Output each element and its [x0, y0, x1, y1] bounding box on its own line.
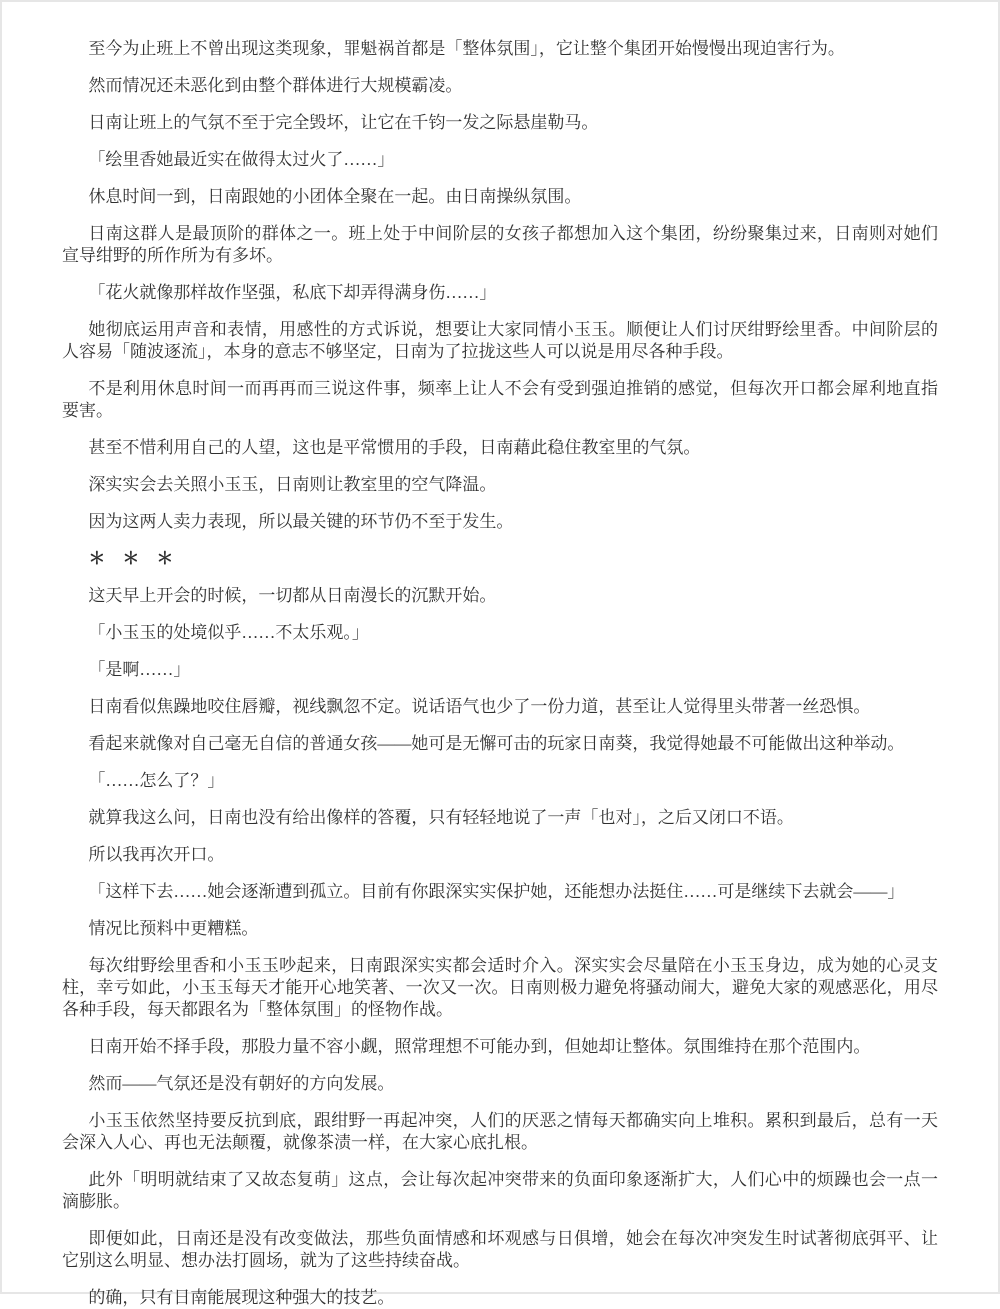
narration-paragraph: 然而——气氛还是没有朝好的方向发展。 — [88, 1074, 395, 1093]
narration-paragraph: 每次绀野绘里香和小玉玉吵起来，日南跟深实实都会适时介入。深实实会尽量陪在小玉玉身边，成为她的心灵支柱，幸亏如此，小玉玉每天才能开心地笑著、一次又一次。日南则极力避免将骚动闹大，避免大家的观感恶化，用尽各种手段，每天都跟名为「整体氛围」的怪物作战。 — [62, 956, 938, 1019]
narration-paragraph: 因为这两人卖力表现，所以最关键的环节仍不至于发生。 — [88, 512, 514, 531]
narration-paragraph: 即便如此，日南还是没有改变做法，那些负面情感和坏观感与日俱增，她会在每次冲突发生时试著彻底弭平、让它别这么明显、想办法打圆场，就为了这些持续奋战。 — [62, 1229, 938, 1270]
narration-paragraph: 然而情况还未恶化到由整个群体进行大规模霸凌。 — [88, 76, 463, 95]
dialogue-paragraph: 「是啊……」 — [88, 660, 191, 679]
narration-paragraph: 情况比预料中更糟糕。 — [88, 919, 259, 938]
narration-paragraph: 看起来就像对自己毫无自信的普通女孩——她可是无懈可击的玩家日南葵，我觉得她最不可能做出这种举动。 — [88, 734, 905, 753]
narration-paragraph: 不是利用休息时间一而再再而三说这件事，频率上让人不会有受到强迫推销的感觉，但每次开口都会犀利地直指要害。 — [62, 379, 938, 420]
text-block — [62, 38, 938, 1309]
narration-paragraph: 这天早上开会的时候，一切都从日南漫长的沉默开始。 — [88, 586, 497, 605]
dialogue-paragraph: 「绘里香她最近实在做得太过火了……」 — [88, 150, 395, 169]
section-separator: ＊ ＊ ＊ — [88, 549, 174, 568]
narration-paragraph: 小玉玉依然坚持要反抗到底，跟绀野一再起冲突，人们的厌恶之情每天都确实向上堆积。累积到最后，总有一天会深入人心、再也无法颠覆，就像茶渍一样，在大家心底扎根。 — [62, 1111, 938, 1152]
dialogue-paragraph: 「这样下去……她会逐渐遭到孤立。目前有你跟深实实保护她，还能想办法挺住……可是继续下去就会——」 — [88, 882, 905, 901]
dialogue-paragraph: 「花火就像那样故作坚强，私底下却弄得满身伤……」 — [88, 283, 497, 302]
dialogue-paragraph: 「……怎么了？」 — [88, 771, 225, 790]
narration-paragraph: 日南这群人是最顶阶的群体之一。班上处于中间阶层的女孩子都想加入这个集团，纷纷聚集过来，日南则对她们宣导绀野的所作所为有多坏。 — [62, 224, 938, 265]
narration-paragraph: 日南让班上的气氛不至于完全毁坏，让它在千钧一发之际悬崖勒马。 — [88, 113, 599, 132]
narration-paragraph: 甚至不惜利用自己的人望，这也是平常惯用的手段，日南藉此稳住教室里的气氛。 — [88, 438, 701, 457]
narration-paragraph: 的确，只有日南能展现这种强大的技艺。 — [88, 1288, 395, 1307]
narration-paragraph: 至今为止班上不曾出现这类现象，罪魁祸首都是「整体氛围」，它让整个集团开始慢慢出现迫害行为。 — [88, 39, 845, 58]
dialogue-paragraph: 「小玉玉的处境似乎……不太乐观。」 — [88, 623, 369, 642]
narration-paragraph: 所以我再次开口。 — [88, 845, 225, 864]
narration-paragraph: 就算我这么问，日南也没有给出像样的答覆，只有轻轻地说了一声「也对」，之后又闭口不语。 — [88, 808, 794, 827]
narration-paragraph: 日南开始不择手段，那股力量不容小觑，照常理想不可能办到，但她却让整体。氛围维持在那个范围内。 — [88, 1037, 871, 1056]
narration-paragraph: 此外「明明就结束了又故态复萌」这点，会让每次起冲突带来的负面印象逐渐扩大，人们心中的烦躁也会一点一滴膨胀。 — [62, 1170, 938, 1211]
narration-paragraph: 深实实会去关照小玉玉，日南则让教室里的空气降温。 — [88, 475, 497, 494]
narration-paragraph: 休息时间一到，日南跟她的小团体全聚在一起。由日南操纵氛围。 — [88, 187, 582, 206]
narration-paragraph: 她彻底运用声音和表情，用感性的方式诉说，想要让大家同情小玉玉。顺便让人们讨厌绀野绘里香。中间阶层的人容易「随波逐流」，本身的意志不够坚定，日南为了拉拢这些人可以说是用尽各种手段。 — [62, 320, 938, 361]
narration-paragraph: 日南看似焦躁地咬住唇瓣，视线飘忽不定。说话语气也少了一份力道，甚至让人觉得里头带著一丝恐惧。 — [88, 697, 871, 716]
